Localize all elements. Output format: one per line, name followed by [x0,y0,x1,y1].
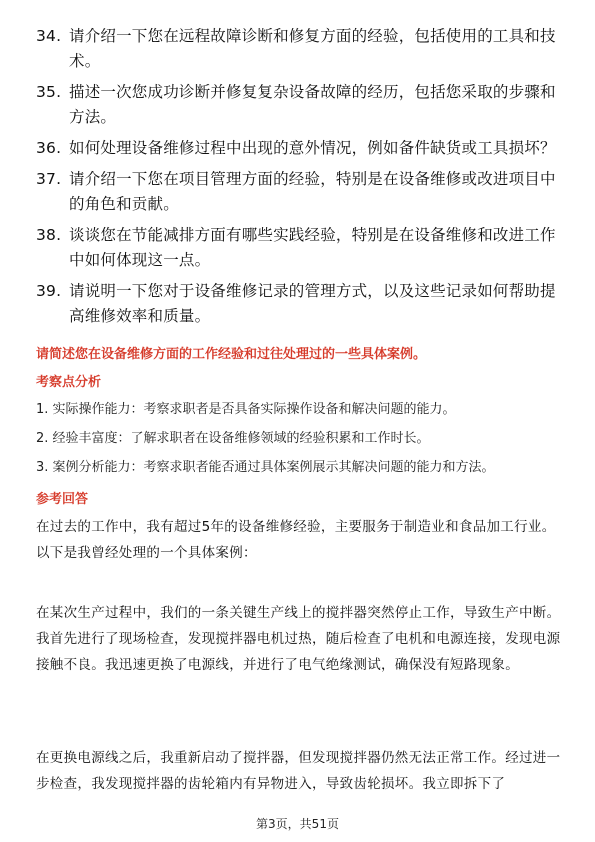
analysis-point: 3. 案例分析能力：考察求职者能否通过具体案例展示其解决问题的能力和方法。 [36,460,495,475]
answer-paragraph: 在过去的工作中，我有超过5年的设备维修经验，主要服务于制造业和食品加工行业。以下是我曾经处理的一个具体案例： [36,519,556,561]
analysis-heading: 考察点分析 [36,375,102,390]
question-item [36,80,566,130]
question-number: 37. [36,170,62,188]
question-item [36,167,566,217]
question-text: 请介绍一下您在项目管理方面的经验，特别是在设备维修或改进项目中的角色和贡献。 [69,170,556,213]
question-number: 38. [36,226,62,244]
question-number: 39. [36,282,62,300]
question-text: 请介绍一下您在远程故障诊断和修复方面的经验，包括使用的工具和技术。 [69,27,556,70]
featured-question: 请简述您在设备维修方面的工作经验和过往处理过的一些具体案例。 [36,347,427,362]
analysis-point: 1. 实际操作能力：考察求职者是否具备实际操作设备和解决问题的能力。 [36,402,456,417]
page-footer: 第3页，共51页 [256,817,339,831]
analysis-point: 2. 经验丰富度：了解求职者在设备维修领域的经验积累和工作时长。 [36,431,430,446]
answer-paragraph: 在更换电源线之后，我重新启动了搅拌器，但发现搅拌器仍然无法正常工作。经过进一步检查，我发现搅拌器的齿轮箱内有异物进入，导致齿轮损坏。我立即拆下了 [36,750,561,792]
question-item [36,223,566,273]
question-text: 如何处理设备维修过程中出现的意外情况，例如备件缺货或工具损坏？ [69,139,556,157]
question-number: 34. [36,27,62,45]
question-text: 描述一次您成功诊断并修复复杂设备故障的经历，包括您采取的步骤和方法。 [69,83,556,126]
question-item [36,279,566,329]
answer-heading: 参考回答 [36,492,89,507]
question-text: 谈谈您在节能减排方面有哪些实践经验，特别是在设备维修和改进工作中如何体现这一点。 [69,226,556,269]
answer-paragraph: 在某次生产过程中，我们的一条关键生产线上的搅拌器突然停止工作，导致生产中断。我首先进行了现场检查，发现搅拌器电机过热，随后检查了电机和电源连接，发现电源接触不良。我迅速更换了电源线，并进行了电气绝缘测试，确保没有短路现象。 [36,605,561,673]
question-item [36,24,566,74]
question-number: 35. [36,83,62,101]
question-item [36,136,566,161]
question-list [36,24,566,335]
question-text: 请说明一下您对于设备维修记录的管理方式，以及这些记录如何帮助提高维修效率和质量。 [69,282,556,325]
question-number: 36. [36,139,62,157]
